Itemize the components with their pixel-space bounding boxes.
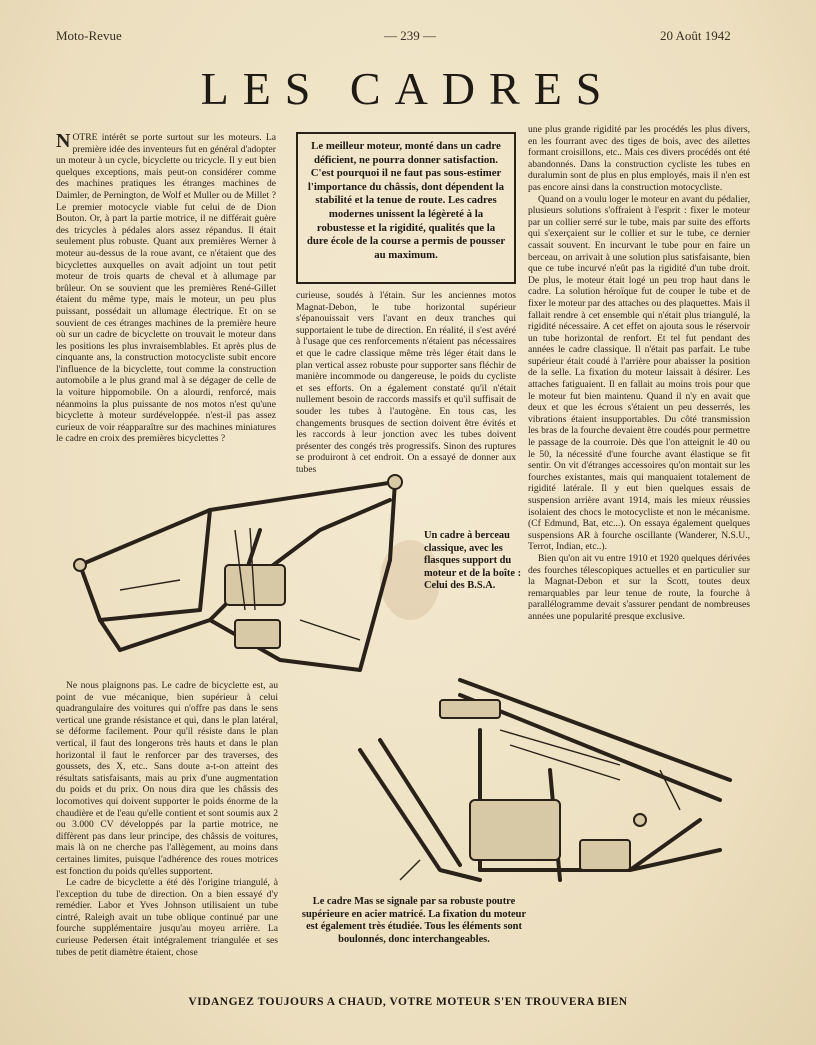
- column-3: [528, 124, 750, 623]
- paragraph: Quand on a voulu loger le moteur en avant du pédalier, plusieurs solutions s'offraient à l'esprit : fixer le moteur par un collier serré sur le tube, mais par suite des efforts qui s'exerçaient sur le collier et sur le tube, ce dernier cassait souvent. En incurvant le tube pour en faire un berceau, on arrivait à une solution plus satisfaisante, bien que ce tube incurvé n'eût pas la rigidité d'un tube droit. De plus, le moteur était logé un peu trop haut dans le cadre. La solution héroïque fut de couper le tube et de fixer le moteur par des attaches ou des plaquettes. Mais il fallait rendre à cet ensemble qui n'était plus triangulé, la rigidité nécessaire. A cet effet on ajouta sous le réservoir un tube horizontal de renfort. Et tel fut pendant des années le cadre classique. Il n'était pas parfait. Le tube supérieur était coudé à l'arrière pour abaisser la position de la selle. La fixation du moteur laissait à désirer. Les attaches fatiguaient. Il en fallait au moins trois pour que le moteur fut bien maintenu. Quand il n'y en avait que deux et que les écrous s'étaient un peu desserrés, les vibrations étaient insupportables. Du côté transmission les bras de la fourche devaient être coudés pour permettre le passage de la courroie. Dès que l'on atteignit le 40 ou le 50, la nécessité d'une fourche avant élastique se fit sentir. On vit d'étranges accessoires qu'on montait sur les fourches existantes, mais qui manquaient totalement de rigidité latérale. Il y eut bien quelques essais de suspension arrière avant 1914, mais les mieux réussies isolaient des chocs le motocycliste et non le mécanisme. (Cf Edmund, Bat, etc...). On essaya également quelques suspensions AR à fourche oscillante (Wanderer, N.S.U., Terrot, Indian, etc..).: [528, 193, 750, 553]
- paragraph: Bien qu'on ait vu entre 1910 et 1920 quelques dérivées des fourches télescopiques actuelles et en particulier sur la Magnat-Debon et sur la Scott, toutes deux remarquables par leur tenue de route, la fourche à parallélogramme devait s'assurer pendant de nombreuses années une popularité presque exclusive.: [528, 552, 750, 622]
- mas-frame-caption: Le cadre Mas se signale par sa robuste poutre supérieure en acier matricé. La fixation du moteur est également très étudiée. Tous les éléments sont boulonnés, donc interchangeables.: [301, 896, 527, 945]
- column-1-top: [56, 132, 276, 445]
- issue-date: 20 Août 1942: [660, 28, 731, 43]
- paragraph: une plus grande rigidité par les procédés les plus divers, en les fourrant avec des tiges de bois, avec des ailettes formant croisillons, etc.. Mais ces divers procédés ont été abandonnés. Dans la construction cycliste les tubes en duralumin sont de plus en plus employés, mais il n'en est pas encore ainsi dans la construction motocycliste.: [528, 124, 750, 193]
- column-2: [296, 290, 516, 476]
- bsa-frame-caption: Un cadre à berceau classique, avec les flasques support du moteur et de la boîte : Celui des B.S.A.: [424, 530, 522, 592]
- publication-name: Moto-Revue: [56, 28, 122, 43]
- article-title: LES CADRES: [200, 63, 616, 114]
- column-1-bottom: [56, 680, 278, 958]
- drop-cap: N: [56, 130, 71, 152]
- intro-callout-box: Le meilleur moteur, monté dans un cadre déficient, ne pourra donner satisfaction. C'est pourquoi il ne faut pas sous-estimer l'importance du châssis, dont dépendent la stabilité et la tenue de route. Les cadres modernes unissent la légèreté à la robustesse et la rigidité, qualités que la dure école de la course a permis de pousser au maximum.: [296, 132, 516, 284]
- paragraph: [56, 132, 276, 445]
- page-number: — 239 —: [384, 28, 436, 43]
- paragraph: Le cadre de bicyclette a été dès l'origine triangulé, à l'exception du tube de direction. On a bien essayé d'y remédier. Labor et Yves Johnson utilisaient un tube cintré, Raleigh avait un tube oblique continué par une fourche supplémentaire jusqu'au moyeu arrière. La curieuse Pedersen était intégralement triangulée et ses tubes de petit diamètre étaient, chose: [56, 877, 278, 958]
- footer-slogan: VIDANGEZ TOUJOURS A CHAUD, VOTRE MOTEUR S'EN TROUVERA BIEN: [188, 996, 628, 1008]
- paragraph-text: OTRE intérêt se porte surtout sur les moteurs. La première idée des inventeurs fut en général d'adopter un moteur à un cycle, bicyclette ou tricycle. Il y eut bien quelques exceptions, mais peut-on considérer comme des machines pratiques les étranges machines de Daimler, de Pernington, de Wolf et Muller ou de Millet ? Le premier motocycle viable fut celui de de Dion Bouton. Or, à part la partie motrice, il ne différait guère des tricycles à pédales alors assez répandus. Il était seulement plus robuste. Quant aux premières Werner à moteur au-dessus de la roue avant, ce n'étaient que des bicyclettes auxquelles on avait adjoint un tout petit moteur de trois quarts de cheval et à allumage par brûleur. On se souvient que les premières René-Gillet étaient du même type, mais le moteur, un peu plus puissant, possédait un allumage électrique. Et on se souvient de ces étranges machines de la première heure où sur un cadre de bicyclette on trouvait le moteur dans les positions les plus invraisemblables. Et après plus de cinquante ans, la construction motocycliste subit encore l'influence de la bicyclette, tout comme la construction automobile a le plus grand mal à se dégager de celle de la voiture hippomobile. On a alourdi, renforcé, mais néanmoins la plus puissante de nos motos n'est qu'une bicyclette à moteur surdéveloppée. n'est-il pas assez curieux de voir réapparaître sur des machines miniatures le cadre en croix des premières bicyclettes ?: [56, 132, 276, 445]
- bsa-frame-illustration: [60, 470, 420, 680]
- mas-frame-illustration: [300, 670, 750, 890]
- paragraph: Ne nous plaignons pas. Le cadre de bicyclette est, au point de vue mécanique, bien supérieur à celui quadrangulaire des voitures qui n'offre pas dans le sens vertical une grande résistance et qui, dans le plan latéral, se déforme facilement. Pour qu'il résiste dans le plan vertical, il faut des longerons très hauts et dans le plan horizontal il faut le renforcer par des traverses, des goussets, des X, etc.. Sans doute a-t-on atteint des résultats satisfaisants, mais au prix d'une augmentation du poids et du prix. On nous dira que les châssis des locomotives qui doivent supporter le poids énorme de la chaudière et de l'eau qu'elle contient et sont soumis aux 2 ou 3.000 CV développés par la partie motrice, ne diffèrent pas dans leur principe, des châssis de voitures, mais là on ne cherche pas l'allègement, au moins dans certaines limites, puisque l'adhérence des roues motrices est fonction du poids qu'elles supportent.: [56, 680, 278, 877]
- paragraph: curieuse, soudés à l'étain. Sur les anciennes motos Magnat-Debon, le tube horizontal supérieur s'épanouissait vers l'avant en deux tranches qui supportaient le tube de direction. En réalité, il s'est avéré à l'usage que ces renforcements n'étaient pas nécessaires et que le cadre classique même très léger était dans le plan vertical assez robuste pour supporter sans fléchir de manière incommode ou dangereuse, le poids du cycliste et ses efforts. On a également constaté qu'il n'était nullement besoin de raccords massifs et qu'il suffisait de souder les tubes à l'autogène. En tous cas, les changements brusques de section doivent être évités et les raccords à leur jonction avec les tubes doivent présenter des congés très progressifs. Sinon des ruptures se produiront à cet endroit. On a essayé de donner aux tubes: [296, 290, 516, 475]
